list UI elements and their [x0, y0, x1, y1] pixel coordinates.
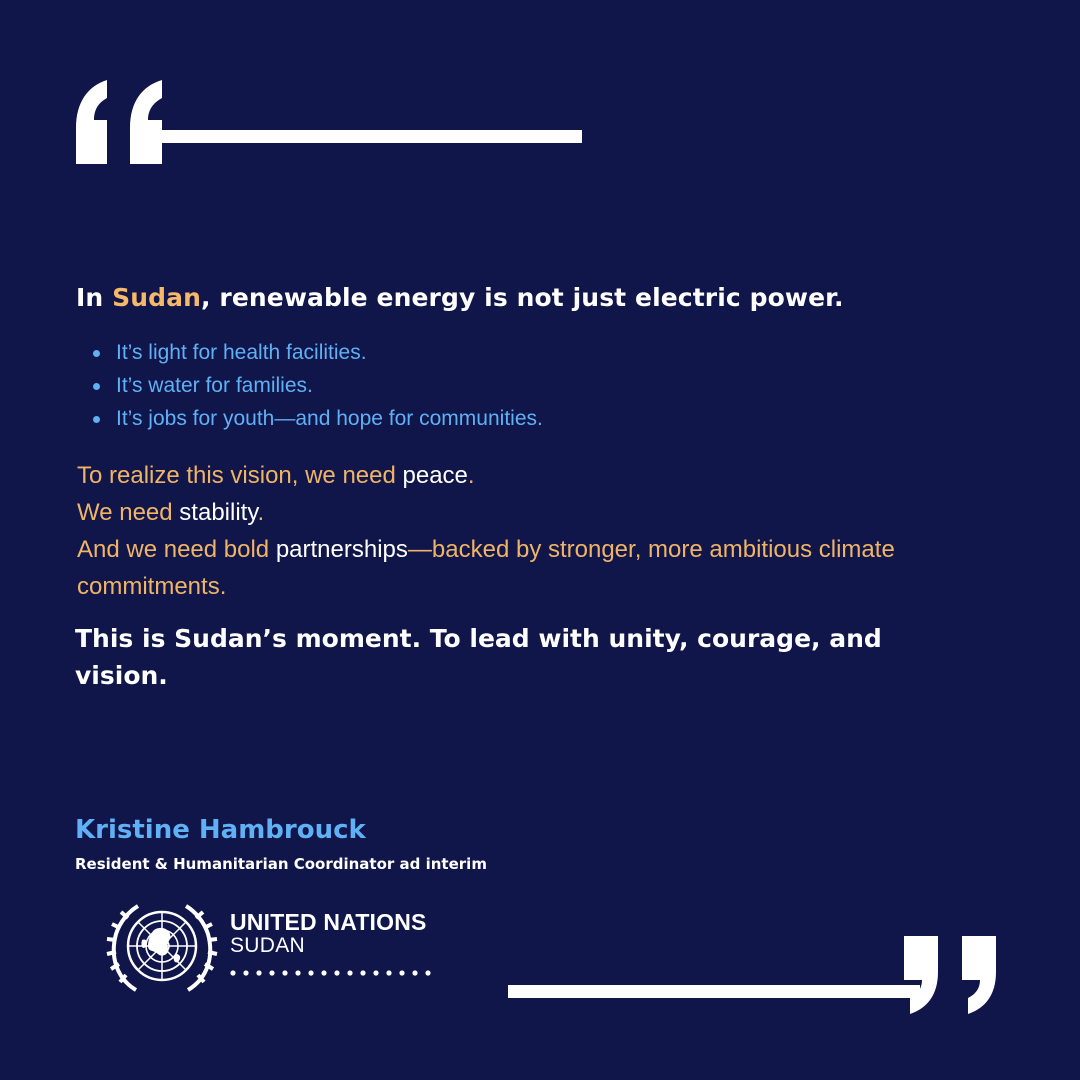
vision-line-2: [77, 494, 957, 531]
vision-keyword-stability: stability: [179, 499, 258, 526]
headline: [76, 283, 976, 312]
vision-text: And we need bold: [77, 536, 276, 563]
vision-text: —backed by stronger, more ambitious climate commitments.: [77, 536, 895, 600]
vision-keyword-partnerships: partnerships: [275, 536, 408, 563]
vision-text: To realize this vision, we need: [77, 462, 403, 489]
bullet-item: It’s water for families.: [93, 369, 543, 402]
bottom-divider-line: [508, 985, 920, 998]
headline-prefix: In: [76, 283, 113, 312]
bullet-list: [93, 336, 543, 435]
open-quote-icon: [74, 80, 174, 164]
author-role: Resident & Humanitarian Coordinator ad interim: [75, 855, 487, 873]
bullet-item: It’s light for health facilities.: [93, 336, 543, 369]
organization-name: UNITED NATIONS: [230, 909, 427, 935]
closing-statement: This is Sudan’s moment. To lead with unity, courage, and vision.: [75, 624, 882, 690]
vision-paragraph: [77, 457, 957, 605]
headline-suffix: , renewable energy is not just electric power.: [200, 283, 844, 312]
un-emblem-icon: [106, 900, 218, 996]
vision-line-3: [77, 531, 957, 605]
vision-text: .: [467, 462, 475, 489]
vision-keyword-peace: peace: [402, 462, 468, 489]
author-name: Kristine Hambrouck: [75, 815, 366, 845]
headline-highlight: Sudan: [112, 283, 201, 312]
bullet-item: It’s jobs for youth—and hope for communities.: [93, 402, 543, 435]
top-divider-line: [148, 130, 582, 143]
vision-text: .: [257, 499, 265, 526]
dotted-divider: [230, 968, 440, 978]
close-quote-icon: [900, 936, 1000, 1014]
vision-line-1: [77, 457, 957, 494]
organization-country: SUDAN: [230, 934, 306, 957]
vision-text: We need: [77, 499, 180, 526]
